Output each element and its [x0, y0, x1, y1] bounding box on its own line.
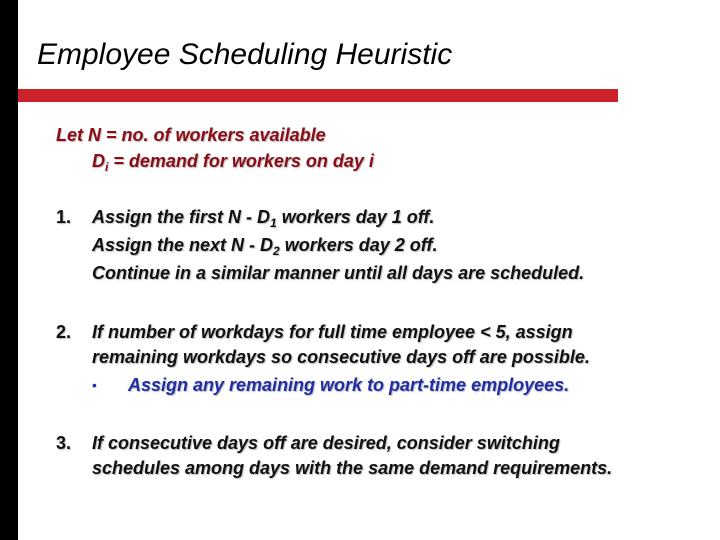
- left-accent-bar: [0, 0, 18, 540]
- step-1-line-2-tail: workers day 2 off.: [279, 235, 438, 255]
- definition-di-symbol: D: [92, 151, 105, 171]
- step-1-line-2-text: Assign the next N - D: [92, 235, 274, 255]
- step-1-line-1-subscript: 1: [270, 216, 277, 230]
- step-3-number: 3.: [56, 433, 72, 453]
- step-1-number: 1.: [56, 207, 72, 227]
- step-3-line-2: schedules among days with the same demand requirements.: [92, 458, 613, 478]
- slide-title: Employee Scheduling Heuristic: [37, 38, 453, 71]
- bullet-icon: •: [92, 377, 97, 393]
- step-2-line-1: If number of workdays for full time employee < 5, assign: [92, 322, 573, 342]
- step-1-line-2: [92, 234, 437, 256]
- title-underline-rule: [18, 89, 618, 102]
- step-2-number: 2.: [56, 322, 72, 342]
- step-1-line-3: Continue in a similar manner until all days are scheduled.: [92, 263, 585, 283]
- step-3-line-1: If consecutive days off are desired, consider switching: [92, 433, 560, 453]
- step-2-subpoint: Assign any remaining work to part-time employees.: [128, 375, 570, 395]
- step-2-line-2: remaining workdays so consecutive days off are possible.: [92, 347, 590, 367]
- definition-di-text: = demand for workers on day i: [108, 151, 374, 171]
- step-1-line-1-text: Assign the first N - D: [92, 207, 271, 227]
- definition-di-subscript: i: [105, 160, 109, 174]
- step-1-line-1: [92, 206, 434, 228]
- definition-n: Let N = no. of workers available: [56, 125, 326, 145]
- step-1-line-2-subscript: 2: [273, 244, 280, 258]
- definition-di: [92, 150, 374, 172]
- step-1-line-1-tail: workers day 1 off.: [276, 207, 435, 227]
